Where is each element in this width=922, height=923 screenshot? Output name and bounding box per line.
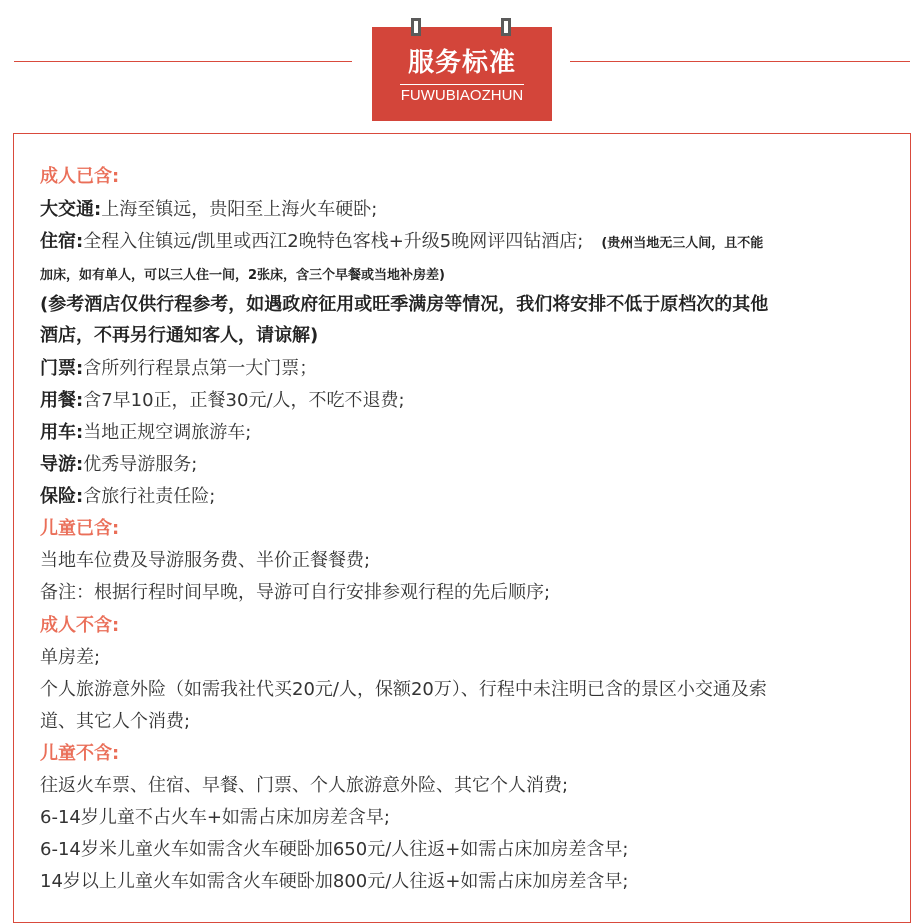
banner-hanger-right-icon bbox=[501, 18, 511, 36]
child-included-line-2: 备注：根据行程时间早晚，导游可自行安排参观行程的先后顺序; bbox=[40, 582, 551, 603]
ticket-text: 含所列行程景点第一大门票； bbox=[83, 358, 318, 379]
hotel-disclaimer-line-1: (参考酒店仅供行程参考，如遇政府征用或旺季满房等情况，我们将安排不低于原档次的其他 bbox=[40, 294, 769, 315]
meal-text: 含7早10正，正餐30元/人，不吃不退费; bbox=[83, 390, 405, 411]
child-excluded-line-1: 往返火车票、住宿、早餐、门票、个人旅游意外险、其它个人消费; bbox=[40, 775, 569, 796]
banner-divider bbox=[400, 84, 524, 85]
hotel-label: 住宿: bbox=[40, 231, 84, 252]
hotel-note: (贵州当地无三人间，且不能 bbox=[601, 236, 764, 251]
header-rule-left bbox=[14, 61, 352, 62]
banner-subtitle: FUWUBIAOZHUN bbox=[400, 87, 524, 104]
guide-row bbox=[40, 452, 900, 478]
hotel-text: 全程入住镇远/凯里或西江2晚特色客栈+升级5晚网评四钻酒店; bbox=[83, 231, 584, 252]
transport-text: 上海至镇远，贵阳至上海火车硬卧; bbox=[101, 199, 378, 220]
transport-row bbox=[40, 197, 900, 223]
ticket-label: 门票: bbox=[40, 358, 84, 379]
insurance-row bbox=[40, 484, 900, 510]
hotel-note-row bbox=[40, 261, 900, 289]
adult-excluded-line-2: 个人旅游意外险（如需我社代买20元/人，保额20万）、行程中未注明已含的景区小交通及索 bbox=[40, 679, 767, 700]
insurance-label: 保险: bbox=[40, 486, 84, 507]
banner-hanger-left-icon bbox=[411, 18, 421, 36]
hotel-note-continued: 加床，如有单人，可以三人住一间，2张床，含三个早餐或当地补房差) bbox=[40, 268, 445, 283]
child-included-heading: 儿童已含: bbox=[40, 518, 120, 539]
child-excluded-line-2: 6-14岁儿童不占火车+如需占床加房差含早; bbox=[40, 807, 390, 828]
child-excluded-line-4: 14岁以上儿童火车如需含火车硬卧加800元/人往返+如需占床加房差含早; bbox=[40, 871, 629, 892]
title-banner bbox=[372, 27, 552, 121]
guide-label: 导游: bbox=[40, 454, 84, 475]
meal-row bbox=[40, 388, 900, 414]
banner-title: 服务标准 bbox=[407, 48, 516, 78]
adult-included-heading: 成人已含: bbox=[40, 166, 120, 187]
insurance-text: 含旅行社责任险; bbox=[83, 486, 216, 507]
hotel-disclaimer-line-2: 酒店，不再另行通知客人，请谅解) bbox=[40, 325, 319, 346]
car-text: 当地正规空调旅游车; bbox=[83, 422, 252, 443]
child-excluded-heading: 儿童不含: bbox=[40, 743, 120, 764]
header-rule-right bbox=[570, 61, 910, 62]
meal-label: 用餐: bbox=[40, 390, 84, 411]
adult-excluded-line-3: 道、其它人个消费; bbox=[40, 711, 191, 732]
car-row bbox=[40, 420, 900, 446]
section-header bbox=[0, 0, 922, 125]
child-excluded-line-3: 6-14岁米儿童火车如需含火车硬卧加650元/人往返+如需占床加房差含早; bbox=[40, 839, 629, 860]
adult-excluded-heading: 成人不含: bbox=[40, 615, 120, 636]
adult-excluded-line-1: 单房差; bbox=[40, 647, 101, 668]
transport-label: 大交通: bbox=[40, 199, 102, 220]
hotel-row bbox=[40, 229, 900, 257]
guide-text: 优秀导游服务; bbox=[83, 454, 198, 475]
ticket-row bbox=[40, 356, 900, 382]
child-included-line-1: 当地车位费及导游服务费、半价正餐餐费; bbox=[40, 550, 371, 571]
car-label: 用车: bbox=[40, 422, 84, 443]
